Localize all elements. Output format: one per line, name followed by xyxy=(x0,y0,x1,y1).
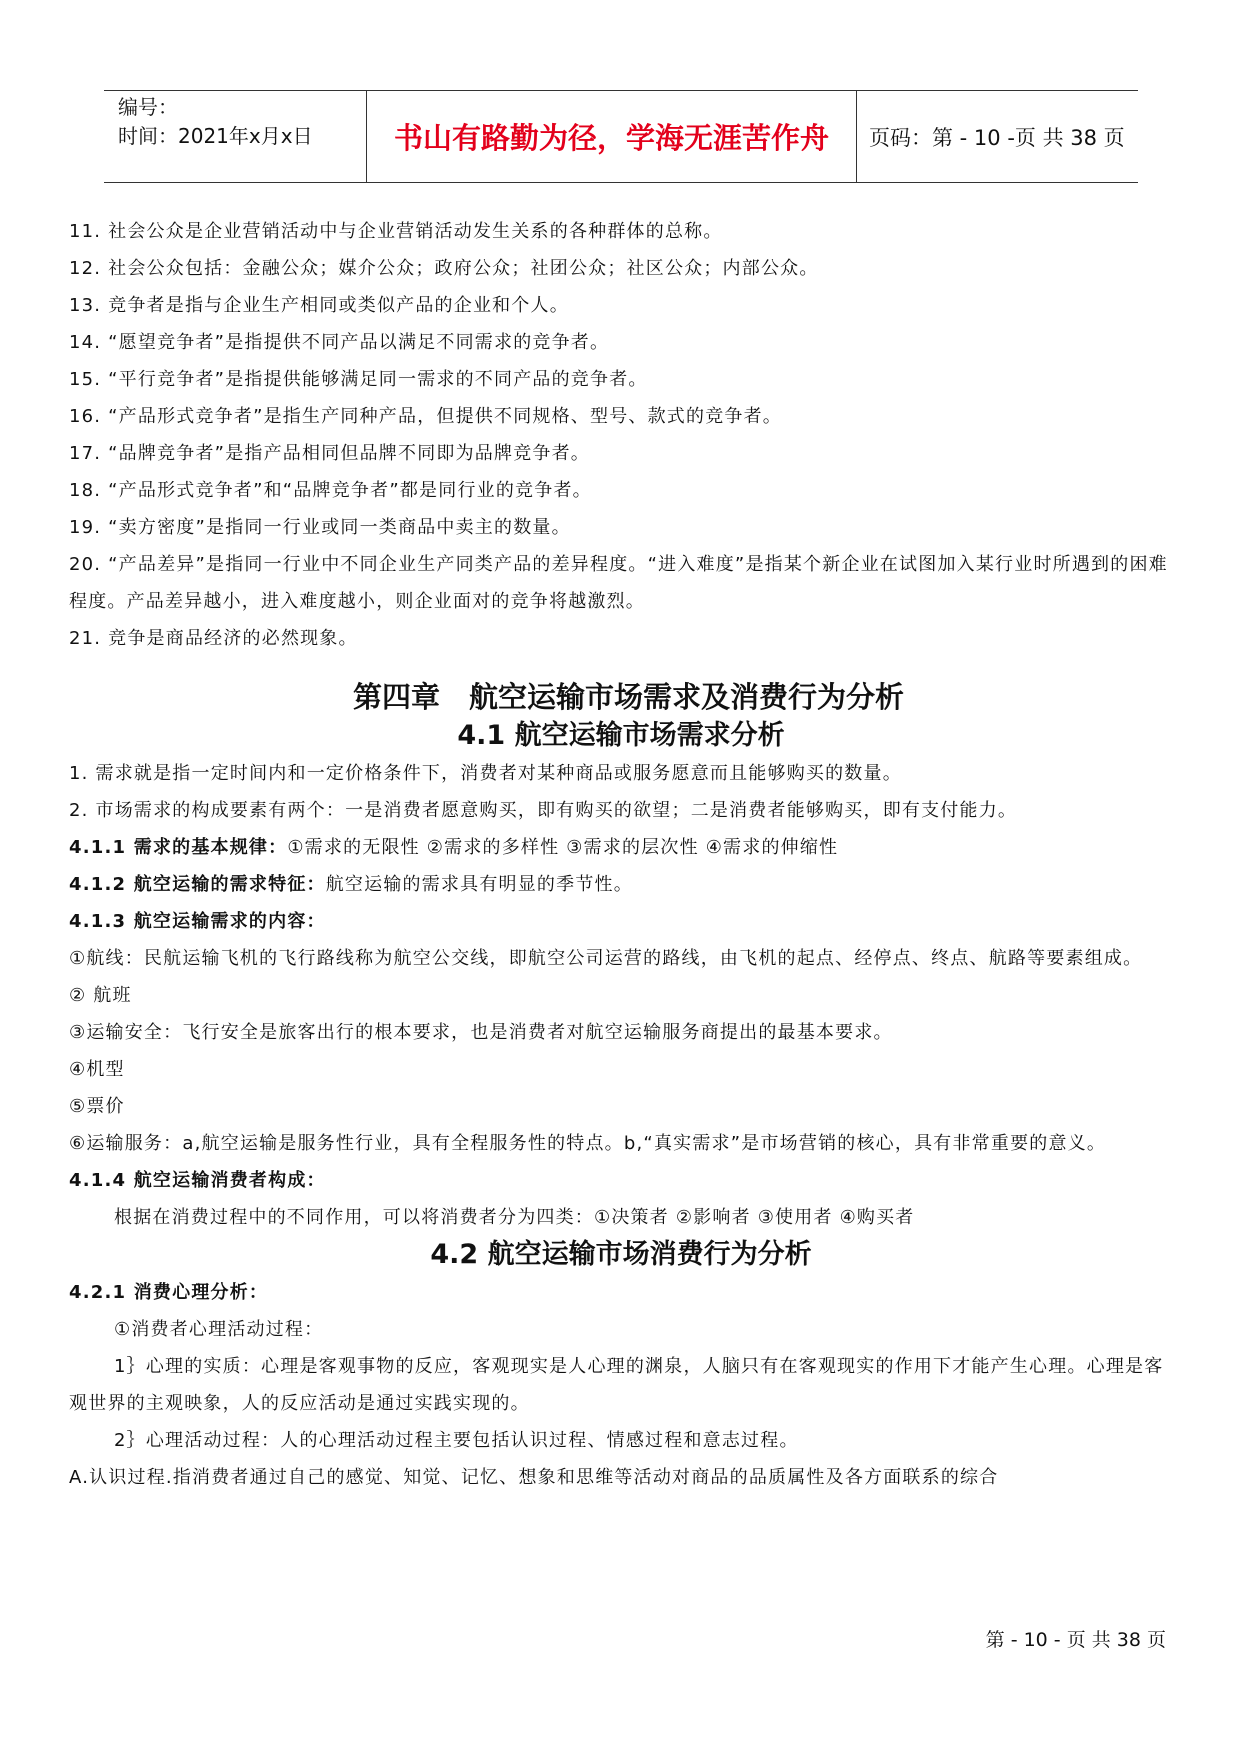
item-15: 15. “平行竞争者”是指提供能够满足同一需求的不同产品的竞争者。 xyxy=(69,369,648,390)
page-content xyxy=(69,213,1173,1496)
s421-line-1: ①消费者心理活动过程： xyxy=(114,1319,324,1340)
s414-label: 4.1.4 航空运输消费者构成： xyxy=(69,1170,326,1191)
page-header xyxy=(104,90,1138,183)
item-16: 16. “产品形式竞争者”是指生产同种产品，但提供不同规格、型号、款式的竞争者。 xyxy=(69,406,782,427)
header-motto: 书山有路勤为径，学海无涯苦作舟 xyxy=(367,91,857,182)
s413-item-6: ⑥运输服务：a,航空运输是服务性行业，具有全程服务性的特点。b,“真实需求”是市场营销的核心，具有非常重要的意义。 xyxy=(69,1133,1107,1154)
item-17: 17. “品牌竞争者”是指产品相同但品牌不同即为品牌竞争者。 xyxy=(69,443,590,464)
s421-line-4: A.认识过程.指消费者通过自己的感觉、知觉、记忆、想象和思维等活动对商品的品质属性及各方面联系的综合 xyxy=(69,1467,999,1488)
s412-label: 4.1.2 航空运输的需求特征： xyxy=(69,874,326,895)
item-13: 13. 竞争者是指与企业生产相同或类似产品的企业和个人。 xyxy=(69,295,569,316)
s41-para-2: 2. 市场需求的构成要素有两个：一是消费者愿意购买，即有购买的欲望；二是消费者能够购买，即有支付能力。 xyxy=(69,800,1018,821)
page-footer: 第 - 10 - 页 共 38 页 xyxy=(985,1629,1166,1651)
item-21: 21. 竞争是商品经济的必然现象。 xyxy=(69,628,358,649)
s412-text: 航空运输的需求具有明显的季节性。 xyxy=(325,874,633,895)
chapter-title: 第四章 航空运输市场需求及消费行为分析 xyxy=(352,680,904,714)
item-20: 20. “产品差异”是指同一行业中不同企业生产同类产品的差异程度。“进入难度”是指某个新企业在试图加入某行业时所遇到的困难程度。产品差异越小，进入难度越小，则企业面对的竞争将越激烈。 xyxy=(69,554,1168,612)
header-page-info: 页码：第 - 10 -页 共 38 页 xyxy=(869,125,1125,150)
s413-item-1: ①航线：民航运输飞机的飞行路线称为航空公交线，即航空公司运营的路线，由飞机的起点、经停点、终点、航路等要素组成。 xyxy=(69,948,1143,969)
section-42-title: 4.2 航空运输市场消费行为分析 xyxy=(430,1239,812,1270)
item-18: 18. “产品形式竞争者”和“品牌竞争者”都是同行业的竞争者。 xyxy=(69,480,592,501)
s41-para-1: 1. 需求就是指一定时间内和一定价格条件下，消费者对某种商品或服务愿意而且能够购买的数量。 xyxy=(69,763,902,784)
item-19: 19. “卖方密度”是指同一行业或同一类商品中卖主的数量。 xyxy=(69,517,571,538)
s421-label: 4.2.1 消费心理分析： xyxy=(69,1282,269,1303)
s414-text: 根据在消费过程中的不同作用，可以将消费者分为四类：①决策者 ②影响者 ③使用者 ④购买者 xyxy=(114,1207,915,1228)
section-41-title: 4.1 航空运输市场需求分析 xyxy=(457,720,785,751)
s413-item-4: ④机型 xyxy=(69,1059,125,1080)
time-label: 时间：2021年x月x日 xyxy=(118,124,313,148)
header-meta xyxy=(104,91,367,182)
s413-item-3: ③运输安全：飞行安全是旅客出行的根本要求，也是消费者对航空运输服务商提出的最基本要求。 xyxy=(69,1022,893,1043)
s413-item-2: ② 航班 xyxy=(69,985,132,1006)
s421-line-3: 2｝心理活动过程：人的心理活动过程主要包括认识过程、情感过程和意志过程。 xyxy=(114,1430,799,1451)
code-label: 编号： xyxy=(118,95,178,119)
s421-line-2: 1｝心理的实质：心理是客观事物的反应，客观现实是人心理的渊泉，人脑只有在客观现实的作用下才能产生心理。心理是客观世界的主观映象，人的反应活动是通过实践实现的。 xyxy=(69,1356,1164,1414)
item-14: 14. “愿望竞争者”是指提供不同产品以满足不同需求的竞争者。 xyxy=(69,332,610,353)
s411-line xyxy=(69,829,1173,866)
s413-label: 4.1.3 航空运输需求的内容： xyxy=(69,911,326,932)
s411-label: 4.1.1 需求的基本规律： xyxy=(69,837,288,858)
s413-item-5: ⑤票价 xyxy=(69,1096,125,1117)
item-11: 11. 社会公众是企业营销活动中与企业营销活动发生关系的各种群体的总称。 xyxy=(69,221,723,242)
s411-text: ①需求的无限性 ②需求的多样性 ③需求的层次性 ④需求的伸缩性 xyxy=(287,837,839,858)
s412-line xyxy=(69,866,1173,903)
item-12: 12. 社会公众包括：金融公众；媒介公众；政府公众；社团公众；社区公众；内部公众。 xyxy=(69,258,819,279)
